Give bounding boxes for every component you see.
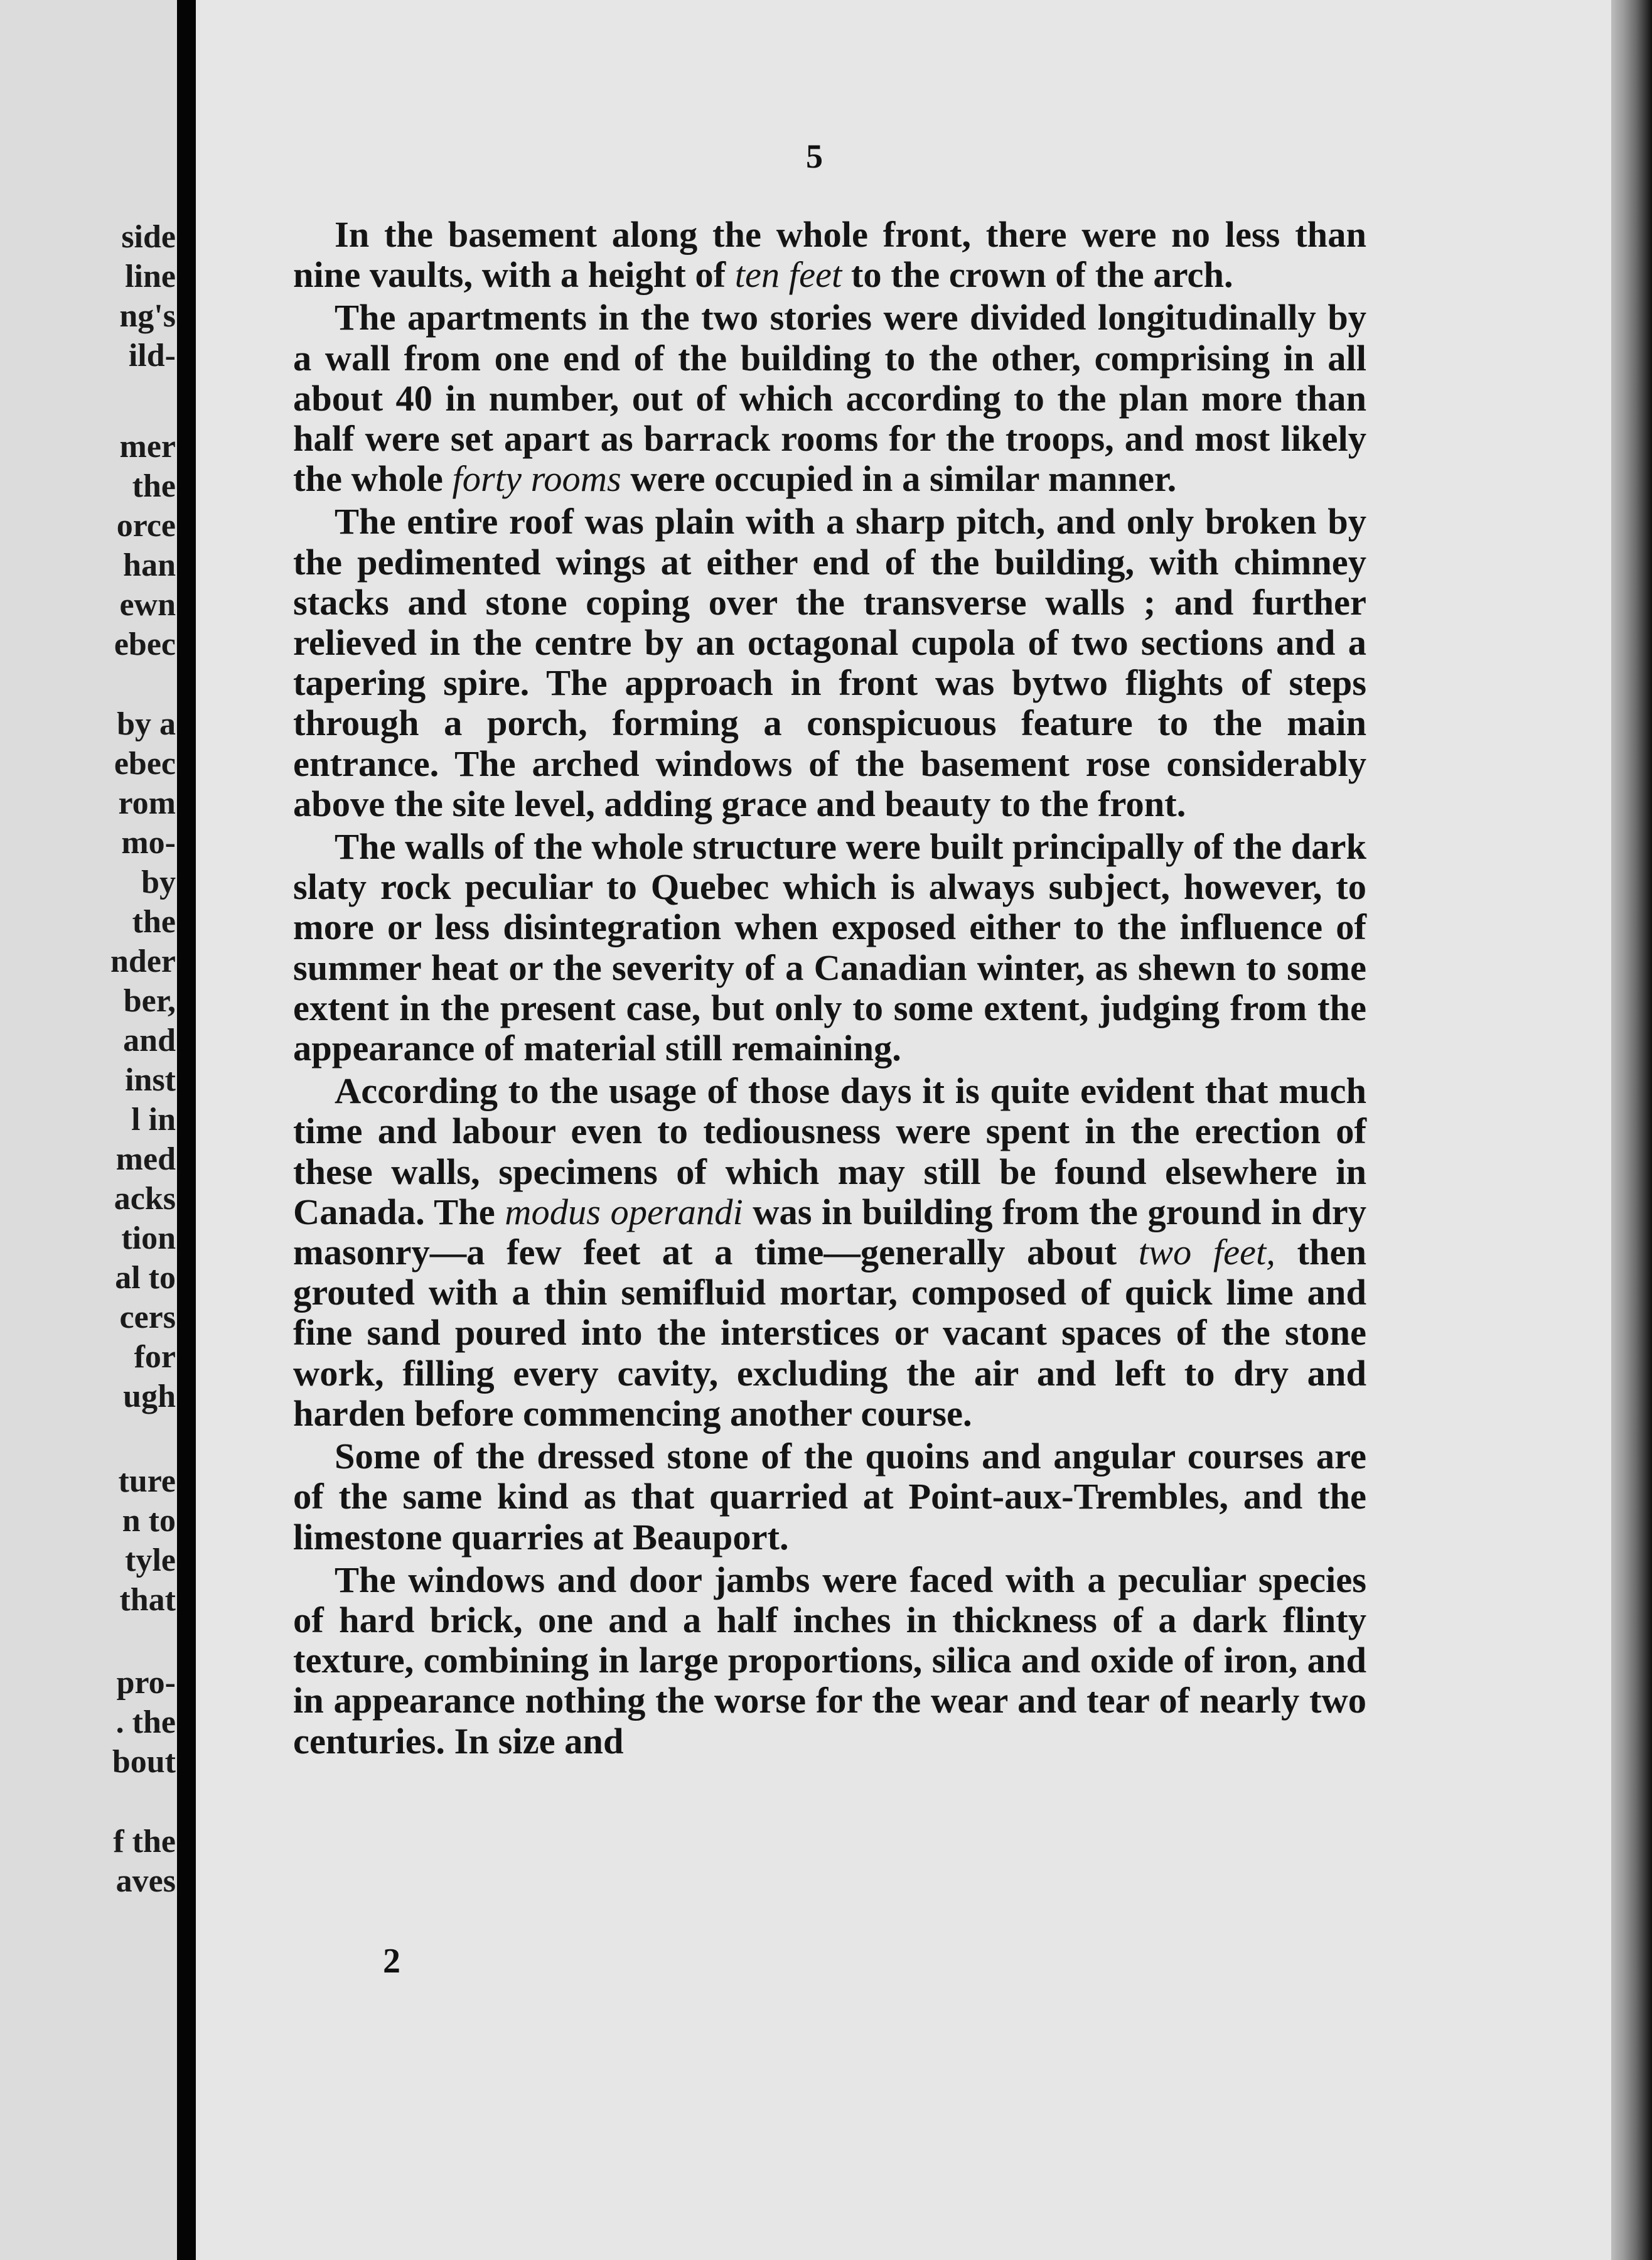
facing-line: tion: [121, 1220, 176, 1256]
text-run: The windows and door jambs were faced with a peculiar species of hard brick, one and a half inches in thickness of a dark flinty texture, combining in large proportions, silica and oxide of iron, and in appearance nothing the worse for the wear and tear of nearly two centuries. In size and: [293, 1559, 1366, 1762]
text-run: According to the usage of those days it is quite evident that much time and labour even to tediousness were spent in the erection of these walls, specimens of which may still be found elsewhere in Canada. The: [293, 1070, 1366, 1232]
paragraph: [293, 215, 1366, 295]
text-run: The entire roof was plain with a sharp pitch, and only broken by the pedimented wings at either end of the building, with chimney stacks and stone coping over the transverse walls ; and further relieved in the centre by an octagonal cupola of two sections and a tapering spire. The approach in front was bytwo flights of steps through a porch, forming a conspicuous feature to the main entrance. The arched windows of the basement rose considerably above the site level, adding grace and beauty to the front.: [293, 501, 1366, 824]
italic-run: two feet,: [1138, 1232, 1275, 1273]
facing-line: inst: [125, 1062, 176, 1098]
facing-line: nder: [110, 944, 176, 979]
facing-line: for: [134, 1339, 176, 1375]
text-run: then grouted with a thin semifluid mortar, composed of quick lime and fine sand poured into the interstices or vacant spaces of the stone work, filling every cavity, excluding the air and left to dry and harden before commencing another course.: [293, 1232, 1366, 1434]
paragraph: [293, 298, 1366, 499]
facing-line: ber,: [123, 983, 176, 1019]
facing-line: by a: [117, 706, 176, 742]
facing-line: orce: [116, 508, 176, 544]
paragraph: [293, 1436, 1366, 1558]
facing-line: ewn: [119, 587, 176, 623]
facing-line: side: [121, 219, 176, 255]
facing-line: ture: [118, 1463, 176, 1499]
italic-run: forty rooms: [452, 458, 621, 500]
text-run: Some of the dressed stone of the quoins and angular courses are of the same kind as that quarried at Point-aux-Trembles, and the limestone quarries at Beauport.: [293, 1436, 1366, 1558]
text-run: In the basement along the whole front, there were no less than nine vaults, with a height of: [293, 214, 1366, 296]
page-edge-shadow: [1611, 0, 1652, 2260]
facing-line: cers: [119, 1300, 176, 1335]
text-run: were occupied in a similar manner.: [621, 458, 1177, 500]
facing-line: and: [123, 1023, 176, 1058]
facing-line: bout: [112, 1744, 176, 1780]
signature-mark: 2: [383, 1942, 400, 1981]
facing-line: n to: [122, 1503, 176, 1539]
paragraph: [293, 502, 1366, 824]
facing-line: tyle: [125, 1542, 176, 1578]
facing-line: f the: [113, 1824, 176, 1859]
facing-line: l in: [131, 1102, 176, 1138]
facing-line: al to: [115, 1260, 176, 1296]
paragraph: [293, 1560, 1366, 1762]
binding-gutter: [177, 0, 196, 2260]
body-text: [293, 215, 1366, 1762]
italic-run: ten feet: [734, 254, 842, 296]
facing-line: ebec: [114, 627, 176, 662]
facing-line: by: [141, 864, 176, 900]
facing-line: that: [119, 1582, 176, 1618]
facing-line: the: [132, 904, 176, 940]
italic-run: modus operandi: [505, 1191, 743, 1232]
paragraph: [293, 1071, 1366, 1434]
facing-page: [0, 0, 177, 2260]
text-run: The walls of the whole structure were built principally of the dark slaty rock peculiar to Quebec which is always subject, however, to more or less disintegration when exposed either to the influence of summer heat or the severity of a Canadian winter, as shewn to some extent in the present case, but only to some extent, judging from the appearance of material still remaining.: [293, 826, 1366, 1069]
facing-line: ng's: [119, 298, 176, 334]
facing-line: mer: [119, 429, 176, 465]
facing-line: han: [123, 547, 176, 583]
facing-line: ebec: [114, 746, 176, 782]
facing-line: acks: [114, 1181, 176, 1217]
text-run: was in building from the ground in dry masonry—a few feet at a time—generally about: [293, 1191, 1367, 1273]
facing-line: the: [132, 468, 176, 504]
text-run: to the crown of the arch.: [842, 254, 1233, 296]
text-run: The apartments in the two stories were divided longitudinally by a wall from one end of the building to the other, comprising in all about 40 in number, out of which according to the plan more than half were set apart as barrack rooms for the troops, and most likely the whole: [293, 297, 1366, 500]
page-number: 5: [806, 137, 823, 175]
facing-line: ild-: [128, 338, 176, 374]
facing-line: med: [115, 1141, 176, 1177]
facing-line: ugh: [123, 1379, 176, 1414]
facing-line: mo-: [121, 825, 176, 861]
paragraph: [293, 827, 1366, 1068]
facing-line: . the: [115, 1704, 176, 1740]
facing-line: line: [125, 259, 176, 294]
facing-line: pro-: [116, 1665, 176, 1701]
facing-line: rom: [118, 785, 176, 821]
facing-line: aves: [115, 1863, 176, 1899]
